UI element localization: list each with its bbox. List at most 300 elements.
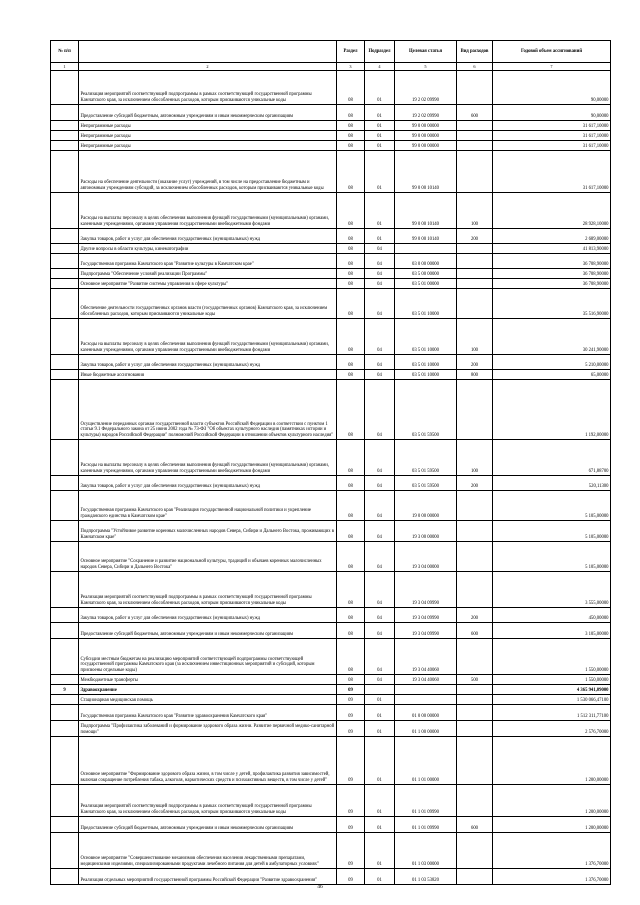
row-amount: 1 530 066,47100 — [493, 695, 611, 705]
row-amount: 1 376,70000 — [493, 833, 611, 869]
row-expense-kind — [457, 131, 493, 141]
row-name: Субсидии местным бюджетам на реализацию мероприятий соответствующей подпрограммы соответствующей государственной программы Камчатского края (за исключением инвестиционных мероприятий и субсидий, которым присвоены отдельные коды) — [79, 639, 337, 675]
row-number — [51, 572, 79, 608]
row-expense-kind: 200 — [457, 476, 493, 491]
row-subsection: 01 — [365, 105, 395, 121]
header-annual-amount: Годовой объем ассигнований — [493, 41, 611, 63]
row-name: Реализация мероприятий соответствующей подпрограммы в рамках соответствующей государственной программы Камчатского края, за исключением обособленных расходов, которым присваиваются уникальные коды — [79, 572, 337, 608]
row-number — [51, 608, 79, 623]
row-expense-kind: 800 — [457, 370, 493, 380]
row-subsection: 04 — [365, 319, 395, 355]
row-expense-kind — [457, 380, 493, 440]
row-expense-kind — [457, 279, 493, 289]
row-subsection: 01 — [365, 817, 395, 833]
row-section: 09 — [337, 705, 365, 721]
row-subsection: 01 — [365, 695, 395, 705]
row-section: 08 — [337, 151, 365, 193]
row-section: 08 — [337, 623, 365, 639]
row-target-article: 01 1 01 09990 — [395, 817, 457, 833]
row-number — [51, 869, 79, 885]
row-number — [51, 151, 79, 193]
row-expense-kind — [457, 71, 493, 105]
row-number — [51, 244, 79, 254]
row-expense-kind — [457, 869, 493, 885]
row-name: Государственная программа Камчатского края "Развитие здравоохранения Камчатского края" — [79, 705, 337, 721]
row-target-article: 03 5 01 59500 — [395, 380, 457, 440]
table-row — [51, 608, 611, 623]
row-name: Основное мероприятие "Формирование здорового образа жизни, в том числе у детей, профилактика развития зависимостей, включая сокращение потребления табака, алкоголя, наркотических средств и психоактивных веществ, в том числе у детей" — [79, 737, 337, 785]
row-expense-kind — [457, 269, 493, 279]
table-row — [51, 440, 611, 476]
row-section: 08 — [337, 440, 365, 476]
row-amount: 5 105,00000 — [493, 491, 611, 521]
row-name: Межбюджетные трансферты — [79, 675, 337, 685]
row-subsection: 01 — [365, 121, 395, 131]
row-expense-kind — [457, 141, 493, 151]
row-target-article — [395, 695, 457, 705]
row-amount: 520,11300 — [493, 476, 611, 491]
row-amount: 28 928,10000 — [493, 193, 611, 229]
row-number — [51, 785, 79, 817]
row-expense-kind — [457, 491, 493, 521]
row-amount: 31 617,10000 — [493, 131, 611, 141]
table-row — [51, 289, 611, 319]
row-name: Расходы на выплаты персоналу в целях обеспечения выполнения функций государственными (муниципальными) органами, казенными учреждениями, органами управления государственными внебюджетными фондами — [79, 193, 337, 229]
row-subsection: 01 — [365, 131, 395, 141]
row-subsection: 04 — [365, 521, 395, 542]
row-section: 08 — [337, 639, 365, 675]
row-section: 08 — [337, 289, 365, 319]
row-subsection: 01 — [365, 193, 395, 229]
row-number — [51, 675, 79, 685]
row-target-article: 19 3 04 40060 — [395, 639, 457, 675]
row-target-article: 03 5 00 00000 — [395, 269, 457, 279]
row-name: Здравоохранение — [79, 685, 337, 695]
row-section: 09 — [337, 817, 365, 833]
row-target-article: 01 1 01 09990 — [395, 785, 457, 817]
row-number — [51, 639, 79, 675]
row-expense-kind: 100 — [457, 319, 493, 355]
row-target-article: 03 5 01 00000 — [395, 279, 457, 289]
table-row — [51, 737, 611, 785]
column-number: 6 — [457, 63, 493, 71]
row-target-article: 99 0 00 10140 — [395, 151, 457, 193]
row-section: 09 — [337, 721, 365, 737]
row-target-article: 19 3 04 00000 — [395, 542, 457, 572]
row-number — [51, 833, 79, 869]
row-amount: 5 105,00000 — [493, 521, 611, 542]
row-target-article: 19 3 04 09990 — [395, 623, 457, 639]
row-expense-kind — [457, 721, 493, 737]
row-target-article: 99 0 00 10140 — [395, 193, 457, 229]
row-subsection: 04 — [365, 608, 395, 623]
row-expense-kind — [457, 151, 493, 193]
row-name: Предоставление субсидий бюджетным, автономным учреждениям и иным некоммерческим организациям — [79, 817, 337, 833]
row-amount: 36 708,90000 — [493, 269, 611, 279]
row-section: 08 — [337, 542, 365, 572]
column-number: 7 — [493, 63, 611, 71]
row-amount: 31 617,10000 — [493, 151, 611, 193]
row-name: Закупка товаров, работ и услуг для обеспечения государственных (муниципальных) нужд — [79, 355, 337, 370]
row-subsection: 04 — [365, 269, 395, 279]
column-number-row — [51, 63, 611, 71]
header-expense-kind: Вид расходов — [457, 41, 493, 63]
row-expense-kind — [457, 705, 493, 721]
table-row — [51, 572, 611, 608]
row-section: 09 — [337, 685, 365, 695]
row-expense-kind — [457, 685, 493, 695]
row-amount: 1 192,00000 — [493, 380, 611, 440]
row-subsection: 04 — [365, 675, 395, 685]
row-expense-kind: 200 — [457, 608, 493, 623]
row-subsection: 04 — [365, 476, 395, 491]
row-name: Расходы на выплаты персоналу в целях обеспечения выполнения функций государственными (муниципальными) органами, казенными учреждениями, органами управления государственными внебюджетными фондами — [79, 319, 337, 355]
row-amount: 31 617,10000 — [493, 121, 611, 131]
table-row — [51, 685, 611, 695]
row-subsection: 04 — [365, 623, 395, 639]
row-subsection: 04 — [365, 279, 395, 289]
row-subsection: 04 — [365, 542, 395, 572]
row-number — [51, 131, 79, 141]
table-row — [51, 817, 611, 833]
row-expense-kind — [457, 833, 493, 869]
row-subsection: 01 — [365, 737, 395, 785]
row-expense-kind: 200 — [457, 229, 493, 244]
row-name: Расходы на выплаты персоналу в целях обеспечения выполнения функций государственными (муниципальными) органами, казенными учреждениями, органами управления государственными внебюджетными фондами — [79, 440, 337, 476]
row-expense-kind: 100 — [457, 440, 493, 476]
row-name: Закупка товаров, работ и услуг для обеспечения государственных (муниципальных) нужд — [79, 608, 337, 623]
row-name: Основное мероприятие "Совершенствование механизмов обеспечения населения лекарственными препаратами, медицинскими изделиями, специализированными продуктами лечебного питания для детей в амбулаторных условиях" — [79, 833, 337, 869]
table-row — [51, 380, 611, 440]
column-number: 3 — [337, 63, 365, 71]
row-target-article: 03 5 01 10000 — [395, 355, 457, 370]
row-subsection: 01 — [365, 141, 395, 151]
header-num: № п/п — [51, 41, 79, 63]
row-number — [51, 370, 79, 380]
row-target-article: 03 5 01 59500 — [395, 476, 457, 491]
row-name: Иные бюджетные ассигнования — [79, 370, 337, 380]
row-name: Другие вопросы в области культуры, кинематографии — [79, 244, 337, 254]
row-subsection: 01 — [365, 151, 395, 193]
table-row — [51, 141, 611, 151]
table-row — [51, 254, 611, 269]
row-amount: 31 617,10000 — [493, 141, 611, 151]
row-number — [51, 269, 79, 279]
row-target-article: 03 5 01 10000 — [395, 289, 457, 319]
row-name: Подпрограмма "Профилактика заболеваний и формирование здорового образа жизни. Развитие первичной медико-санитарной помощи" — [79, 721, 337, 737]
row-target-article: 19 3 04 09990 — [395, 608, 457, 623]
row-number — [51, 705, 79, 721]
row-amount: 1 200,00000 — [493, 817, 611, 833]
row-number: 9 — [51, 685, 79, 695]
row-number — [51, 71, 79, 105]
row-name: Основное мероприятие "Сохранение и развитие национальной культуры, традиций и обычаев коренных малочисленных народов Севера, Сибири и Дальнего Востока" — [79, 542, 337, 572]
row-name: Непрограммные расходы — [79, 121, 337, 131]
table-row — [51, 105, 611, 121]
row-amount: 1 550,00000 — [493, 639, 611, 675]
row-expense-kind — [457, 254, 493, 269]
row-target-article: 01 0 00 00000 — [395, 705, 457, 721]
row-number — [51, 721, 79, 737]
row-section: 08 — [337, 254, 365, 269]
row-target-article: 03 5 01 59500 — [395, 440, 457, 476]
row-subsection: 04 — [365, 572, 395, 608]
row-section: 08 — [337, 675, 365, 685]
row-target-article: 01 1 00 00000 — [395, 721, 457, 737]
row-expense-kind — [457, 695, 493, 705]
row-section: 08 — [337, 121, 365, 131]
table-row — [51, 521, 611, 542]
row-number — [51, 380, 79, 440]
row-target-article: 99 0 00 00000 — [395, 131, 457, 141]
row-amount: 35 516,90000 — [493, 289, 611, 319]
row-name: Реализация мероприятий соответствующей подпрограммы в рамках соответствующей государственной программы Камчатского края, за исключением обособленных расходов, которым присваиваются уникальные коды — [79, 71, 337, 105]
row-section: 08 — [337, 269, 365, 279]
row-amount: 1 200,00000 — [493, 785, 611, 817]
row-subsection: 01 — [365, 785, 395, 817]
row-number — [51, 229, 79, 244]
row-number — [51, 193, 79, 229]
row-number — [51, 440, 79, 476]
row-target-article: 19 3 00 00000 — [395, 521, 457, 542]
row-expense-kind: 200 — [457, 355, 493, 370]
row-subsection: 04 — [365, 355, 395, 370]
row-section: 08 — [337, 491, 365, 521]
row-subsection: 01 — [365, 869, 395, 885]
row-expense-kind: 600 — [457, 817, 493, 833]
column-number: 1 — [51, 63, 79, 71]
row-section: 08 — [337, 521, 365, 542]
header-target-article: Целевая статья — [395, 41, 457, 63]
row-section: 08 — [337, 193, 365, 229]
row-section: 08 — [337, 380, 365, 440]
row-subsection: 01 — [365, 721, 395, 737]
column-number: 5 — [395, 63, 457, 71]
row-name: Стационарная медицинская помощь — [79, 695, 337, 705]
table-row — [51, 542, 611, 572]
row-amount: 4 365 941,09000 — [493, 685, 611, 695]
row-amount: 5 105,00000 — [493, 542, 611, 572]
row-section: 08 — [337, 141, 365, 151]
row-section: 08 — [337, 71, 365, 105]
table-row — [51, 721, 611, 737]
row-number — [51, 141, 79, 151]
row-amount: 36 708,90000 — [493, 254, 611, 269]
table-row — [51, 833, 611, 869]
row-section: 08 — [337, 229, 365, 244]
row-section: 09 — [337, 833, 365, 869]
table-row — [51, 491, 611, 521]
table-header-row — [51, 41, 611, 63]
row-subsection: 04 — [365, 254, 395, 269]
row-section: 08 — [337, 476, 365, 491]
page-number: 46 — [317, 884, 323, 890]
row-expense-kind: 500 — [457, 675, 493, 685]
row-subsection: 01 — [365, 229, 395, 244]
row-name: Государственная программа Камчатского края "Развитие культуры в Камчатском крае" — [79, 254, 337, 269]
row-subsection: 04 — [365, 491, 395, 521]
row-name: Подпрограмма "Устойчивое развитие коренных малочисленных народов Севера, Сибири и Дальнего Востока, проживающих в Камчатском крае" — [79, 521, 337, 542]
row-amount: 671,88700 — [493, 440, 611, 476]
row-section: 09 — [337, 869, 365, 885]
row-section: 08 — [337, 572, 365, 608]
row-subsection: 04 — [365, 440, 395, 476]
budget-document — [50, 40, 610, 885]
table-row — [51, 869, 611, 885]
row-number — [51, 491, 79, 521]
row-number — [51, 817, 79, 833]
row-amount: 36 708,90000 — [493, 279, 611, 289]
row-number — [51, 319, 79, 355]
row-number — [51, 542, 79, 572]
row-name: Подпрограмма "Обеспечение условий реализации Программы" — [79, 269, 337, 279]
row-target-article: 01 1 03 00000 — [395, 833, 457, 869]
row-section: 08 — [337, 319, 365, 355]
row-name: Осуществление переданных органам государственной власти субъектов Российской Федерации в соответствии с пунктом 1 статьи 9.1 Федерального закона от 25 июня 2002 года № 73-ФЗ "Об объектах культурного наследия (памятниках истории и культуры) народов Российской Федерации" полномочий Российской Федерации в отношении объектов культурного наследия" — [79, 380, 337, 440]
column-number: 2 — [79, 63, 337, 71]
row-target-article: 19 2 02 09990 — [395, 105, 457, 121]
header-name — [79, 41, 337, 63]
header-section: Раздел — [337, 41, 365, 63]
table-row — [51, 623, 611, 639]
row-subsection: 01 — [365, 71, 395, 105]
row-expense-kind — [457, 542, 493, 572]
table-row — [51, 695, 611, 705]
row-amount: 5 210,00000 — [493, 355, 611, 370]
row-section: 08 — [337, 355, 365, 370]
table-row — [51, 639, 611, 675]
row-subsection: 04 — [365, 289, 395, 319]
row-number — [51, 476, 79, 491]
table-row — [51, 319, 611, 355]
table-row — [51, 675, 611, 685]
table-row — [51, 279, 611, 289]
row-expense-kind — [457, 639, 493, 675]
row-amount: 30 241,90000 — [493, 319, 611, 355]
row-amount: 3 555,00000 — [493, 572, 611, 608]
row-name: Расходы на обеспечение деятельности (оказание услуг) учреждений, в том числе на предоставление бюджетным и автономным учреждениям субсидий, за исключением обособленных расходов, которым присваиваются уникальные коды — [79, 151, 337, 193]
table-row — [51, 229, 611, 244]
row-target-article: 19 3 04 09990 — [395, 572, 457, 608]
table-row — [51, 193, 611, 229]
row-subsection: 01 — [365, 705, 395, 721]
table-row — [51, 370, 611, 380]
row-section: 08 — [337, 105, 365, 121]
row-section: 09 — [337, 737, 365, 785]
table-row — [51, 71, 611, 105]
row-subsection: 04 — [365, 380, 395, 440]
row-expense-kind — [457, 785, 493, 817]
row-number — [51, 737, 79, 785]
row-target-article: 03 5 01 10000 — [395, 370, 457, 380]
row-name: Предоставление субсидий бюджетным, автономным учреждениям и иным некоммерческим организациям — [79, 623, 337, 639]
row-expense-kind — [457, 244, 493, 254]
row-name: Закупка товаров, работ и услуг для обеспечения государственных (муниципальных) нужд — [79, 229, 337, 244]
row-expense-kind — [457, 121, 493, 131]
row-name: Предоставление субсидий бюджетным, автономным учреждениям и иным некоммерческим организациям — [79, 105, 337, 121]
row-subsection: 04 — [365, 639, 395, 675]
row-name: Реализация мероприятий соответствующей подпрограммы в рамках соответствующей государственной программы Камчатского края, за исключением обособленных расходов, которым присваиваются уникальные коды — [79, 785, 337, 817]
row-expense-kind — [457, 737, 493, 785]
row-amount: 450,00000 — [493, 608, 611, 623]
row-target-article: 19 2 02 09990 — [395, 71, 457, 105]
row-number — [51, 279, 79, 289]
row-section: 08 — [337, 279, 365, 289]
row-amount: 1 512 311,77100 — [493, 705, 611, 721]
table-row — [51, 705, 611, 721]
row-subsection: 01 — [365, 833, 395, 869]
row-number — [51, 121, 79, 131]
row-expense-kind: 600 — [457, 623, 493, 639]
row-expense-kind: 600 — [457, 105, 493, 121]
table-row — [51, 121, 611, 131]
row-amount: 2 576,70000 — [493, 721, 611, 737]
table-row — [51, 476, 611, 491]
table-row — [51, 269, 611, 279]
row-target-article: 01 1 01 00000 — [395, 737, 457, 785]
row-amount: 90,00000 — [493, 71, 611, 105]
row-name: Закупка товаров, работ и услуг для обеспечения государственных (муниципальных) нужд — [79, 476, 337, 491]
row-number — [51, 355, 79, 370]
row-name: Непрограммные расходы — [79, 131, 337, 141]
row-amount: 41 813,90000 — [493, 244, 611, 254]
row-name: Обеспечение деятельности государственных органов власти (государственных органов) Камчатского края, за исключением обособленных расходов, которым присваиваются уникальные коды — [79, 289, 337, 319]
row-name: Непрограммные расходы — [79, 141, 337, 151]
budget-allocation-table — [50, 40, 611, 885]
table-row — [51, 785, 611, 817]
row-number — [51, 695, 79, 705]
row-subsection: 04 — [365, 244, 395, 254]
row-section: 09 — [337, 695, 365, 705]
row-amount: 65,00000 — [493, 370, 611, 380]
row-amount: 1 550,00000 — [493, 675, 611, 685]
row-target-article: 01 1 03 53820 — [395, 869, 457, 885]
row-number — [51, 289, 79, 319]
row-target-article: 03 5 01 10000 — [395, 319, 457, 355]
row-name: Реализация отдельных мероприятий государственной программы Российской Федерации "Развитие здравоохранения" — [79, 869, 337, 885]
row-section: 09 — [337, 785, 365, 817]
table-row — [51, 151, 611, 193]
row-number — [51, 521, 79, 542]
column-number: 4 — [365, 63, 395, 71]
row-section: 08 — [337, 608, 365, 623]
row-target-article — [395, 685, 457, 695]
row-expense-kind — [457, 572, 493, 608]
row-target-article: 03 0 00 00000 — [395, 254, 457, 269]
row-target-article: 19 3 04 40060 — [395, 675, 457, 685]
row-amount: 90,00000 — [493, 105, 611, 121]
row-section: 08 — [337, 244, 365, 254]
row-amount: 3 105,00000 — [493, 623, 611, 639]
row-expense-kind — [457, 289, 493, 319]
row-number — [51, 105, 79, 121]
row-target-article: 99 0 00 10140 — [395, 229, 457, 244]
row-expense-kind: 100 — [457, 193, 493, 229]
row-name: Основное мероприятие "Развитие системы управления в сфере культуры" — [79, 279, 337, 289]
row-amount: 1 376,70000 — [493, 869, 611, 885]
row-subsection: 04 — [365, 370, 395, 380]
row-expense-kind — [457, 521, 493, 542]
row-number — [51, 254, 79, 269]
table-row — [51, 244, 611, 254]
row-subsection — [365, 685, 395, 695]
table-row — [51, 355, 611, 370]
row-number — [51, 623, 79, 639]
header-subsection: Подраздел — [365, 41, 395, 63]
table-row — [51, 131, 611, 141]
row-section: 08 — [337, 131, 365, 141]
row-amount: 1 200,00000 — [493, 737, 611, 785]
